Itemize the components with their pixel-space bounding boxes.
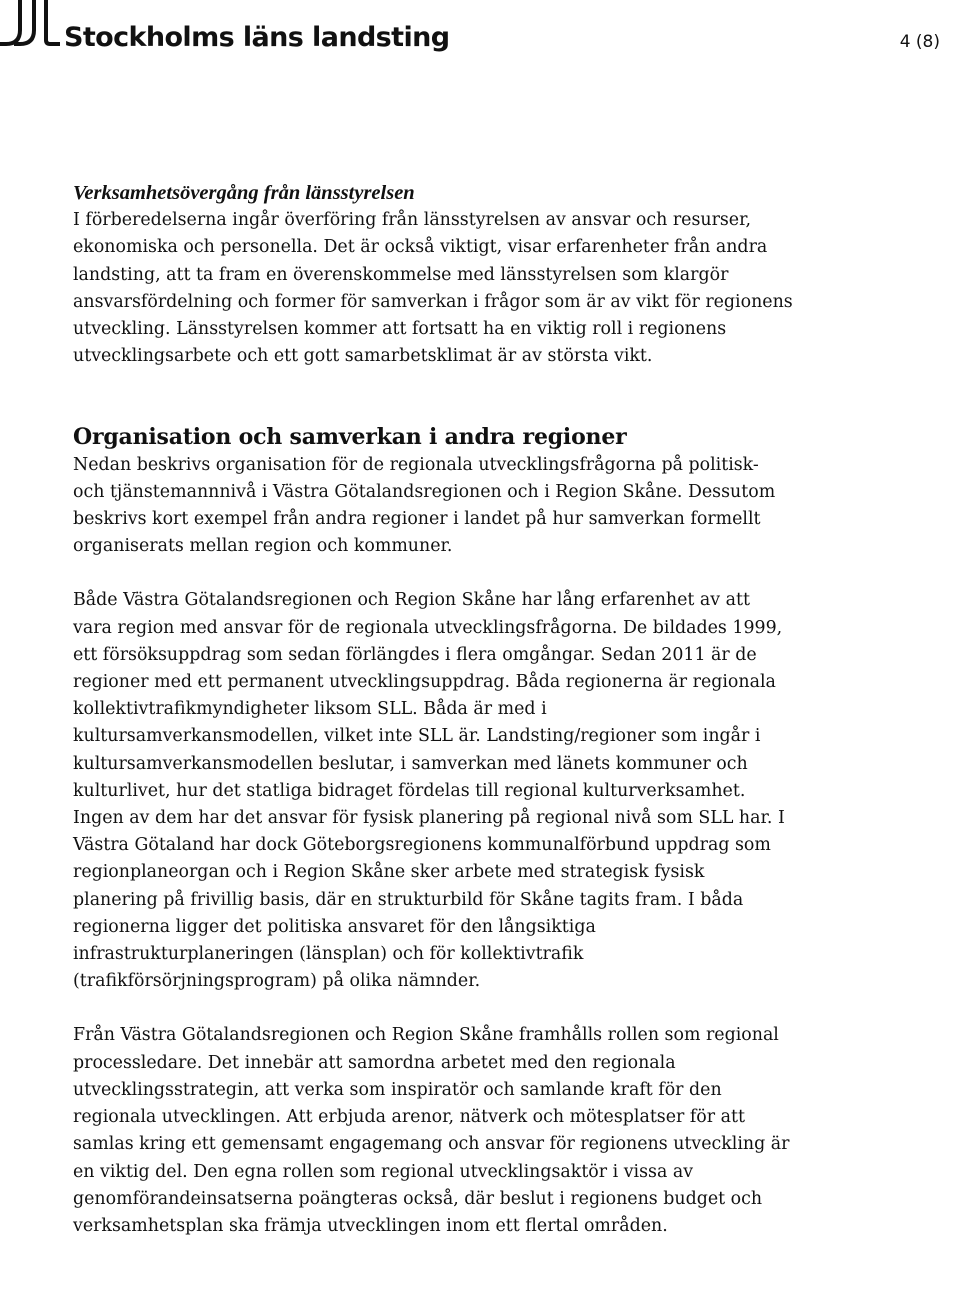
page-number: 4 (8) [899, 32, 940, 52]
organisation-intro-paragraph: Nedan beskrivs organisation för de regionala utvecklingsfrågorna på politisk- och tjänstemannnivå i Västra Götalandsregionen och i Region Skåne. Dessutom beskrivs kort exempel från andra regioner i landet på hur samverkan formellt organiserats mellan region och kommuner. [73, 454, 776, 557]
transition-heading: Verksamhetsövergång från länsstyrelsen [73, 182, 415, 204]
organisation-heading: Organisation och samverkan i andra regioner [73, 424, 627, 451]
section-spacer [73, 370, 793, 424]
sll-logo-mark-icon [0, 0, 60, 50]
regions-experience-paragraph: Både Västra Götalandsregionen och Region Skåne har lång erfarenhet av att vara region med ansvar för de regionala utvecklingsfrågorna. De bildades 1999, ett försöksuppdrag som sedan förlängdes i flera omgångar. Sedan 2011 är de regioner med ett permanent utvecklingsuppdrag. Båda regionerna är regionala kollektivtrafikmyndigheter liksom SLL. Båda är med i kultursamverkansmodellen, vilket inte SLL är. Landsting/regioner som ingår i kultursamverkansmodellen beslutar, i samverkan med länets kommuner och kulturlivet, hur det statliga bidraget fördelas till regional kulturverksamhet. Ingen av dem har det ansvar för fysisk planering på regional nivå som SLL har. I Västra Götaland har dock Göteborgsregionens kommunalförbund uppdrag som regionplaneorgan och i Region Skåne sker arbete med strategisk fysisk planering på frivillig basis, där en strukturbild för Skåne tagits fram. I båda regionerna ligger det politiska ansvaret för den långsiktiga infrastrukturplaneringen (länsplan) och för kollektivtrafik (trafikförsörjningsprogram) på olika nämnder. [73, 590, 785, 992]
paragraph-spacer [73, 560, 793, 587]
transition-paragraph: I förberedelserna ingår överföring från länsstyrelsen av ansvar och resurser, ekonomiska och personella. Det är också viktigt, visar erfarenheter från andra landsting, att ta fram en överenskommelse med länsstyrelsen som klargör ansvarsfördelning och former för samverkan i frågor som är av vikt för regionens utveckling. Länsstyrelsen kommer att fortsatt ha en viktig roll i regionens utvecklingsarbete och ett gott samarbetsklimat är av största vikt. [73, 210, 793, 367]
sll-logo [0, 0, 449, 58]
paragraph-spacer [73, 995, 793, 1022]
organization-name: Stockholms läns landsting [64, 22, 450, 53]
document-body [73, 180, 793, 1240]
process-leader-paragraph: Från Västra Götalandsregionen och Region Skåne framhålls rollen som regional processledare. Det innebär att samordna arbetet med den regionala utvecklingsstrategin, att verka som inspiratör och samlande kraft för den regionala utvecklingen. Att erbjuda arenor, nätverk och mötesplatser för att samlas kring ett gemensamt engagemang och ansvar för regionens utveckling är en viktig del. Den egna rollen som regional utvecklingsaktör i vissa av genomförandeinsatserna poängteras också, där beslut i regionens budget och verksamhetsplan ska främja utvecklingen inom ett flertal områden. [73, 1025, 790, 1236]
page-header [0, 0, 960, 70]
